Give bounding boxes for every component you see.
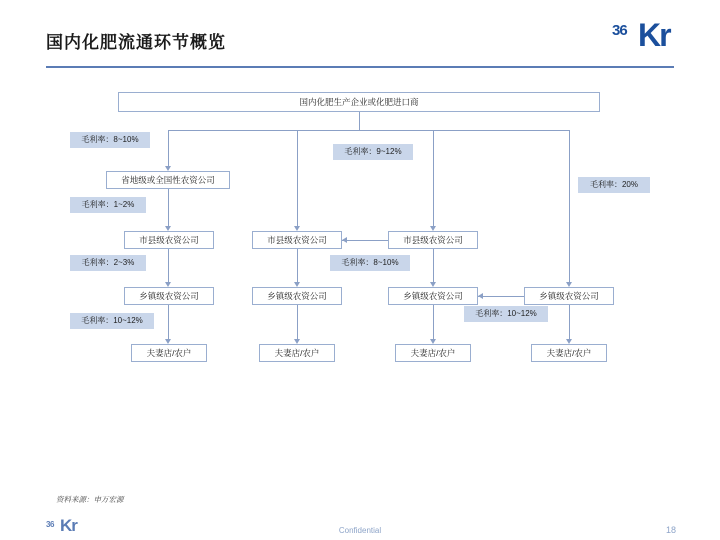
arrow-town4-to-town3	[478, 293, 483, 299]
connector-county2-to-town2	[297, 249, 298, 282]
arrow-town1-to-retail1	[165, 339, 171, 344]
tag-margin-1-2: 毛利率：1~2%	[70, 197, 146, 213]
tag-margin-8-10-mid: 毛利率：8~10%	[330, 255, 410, 271]
tag-margin-2-3: 毛利率：2~3%	[70, 255, 146, 271]
arrow-to-county2	[294, 226, 300, 231]
connector-producer-bus	[168, 130, 569, 131]
node-retail-store-4: 夫妻店/农户	[531, 344, 607, 362]
arrow-to-county3	[430, 226, 436, 231]
node-town-company-4: 乡镇级农资公司	[524, 287, 614, 305]
node-retail-store-1: 夫妻店/农户	[131, 344, 207, 362]
connector-county1-to-town1	[168, 249, 169, 282]
connector-province-to-county1	[168, 189, 169, 226]
footer-logo-kr-text: Kr	[60, 516, 77, 535]
tag-margin-8-10: 毛利率：8~10%	[70, 132, 150, 148]
arrow-county2-to-town2	[294, 282, 300, 287]
connector-county2-to-county3	[342, 240, 388, 241]
node-producer: 国内化肥生产企业或化肥进口商	[118, 92, 600, 112]
arrow-to-province	[165, 166, 171, 171]
source-note: 资料来源：申万宏源	[56, 495, 124, 504]
node-county-company-3: 市县级农资公司	[388, 231, 478, 249]
page-title: 国内化肥流通环节概览	[46, 33, 226, 52]
footer-logo-36-text: 36	[46, 520, 54, 529]
tag-margin-9-12: 毛利率：9~12%	[333, 144, 413, 160]
node-retail-store-2: 夫妻店/农户	[259, 344, 335, 362]
logo-36-text: 36	[612, 22, 627, 39]
node-retail-store-3: 夫妻店/农户	[395, 344, 471, 362]
connector-town4-to-town3	[478, 296, 524, 297]
node-county-company-1: 市县级农资公司	[124, 231, 214, 249]
connector-town4-to-retail4	[569, 305, 570, 339]
logo-kr-text: Kr	[638, 17, 670, 53]
title-divider	[46, 66, 674, 68]
node-town-company-1: 乡镇级农资公司	[124, 287, 214, 305]
confidential-label: Confidential	[338, 526, 382, 535]
node-town-company-3: 乡镇级农资公司	[388, 287, 478, 305]
tag-margin-20: 毛利率：20%	[578, 177, 650, 193]
connector-town3-to-retail3	[433, 305, 434, 339]
arrow-town4-to-retail4	[566, 339, 572, 344]
page-number: 18	[665, 525, 676, 535]
connector-town2-to-retail2	[297, 305, 298, 339]
arrow-town3-to-retail3	[430, 339, 436, 344]
connector-to-town4	[569, 130, 570, 282]
connector-to-county2	[297, 130, 298, 226]
connector-to-county3	[433, 130, 434, 226]
node-county-company-2: 市县级农资公司	[252, 231, 342, 249]
arrow-county3-to-county2	[342, 237, 347, 243]
connector-town1-to-retail1	[168, 305, 169, 339]
connector-county3-to-town3	[433, 249, 434, 282]
arrow-to-town4	[566, 282, 572, 287]
arrow-county3-to-town3	[430, 282, 436, 287]
brand-logo-36kr	[612, 17, 676, 60]
arrow-province-to-county1	[165, 226, 171, 231]
node-province-agri-company: 省地级或全国性农资公司	[106, 171, 230, 189]
connector-producer-stub-center	[359, 112, 360, 130]
arrow-county1-to-town1	[165, 282, 171, 287]
node-town-company-2: 乡镇级农资公司	[252, 287, 342, 305]
connector-to-province	[168, 130, 169, 166]
tag-margin-10-12-right: 毛利率：10~12%	[464, 306, 548, 322]
arrow-town2-to-retail2	[294, 339, 300, 344]
tag-margin-10-12-left: 毛利率：10~12%	[70, 313, 154, 329]
